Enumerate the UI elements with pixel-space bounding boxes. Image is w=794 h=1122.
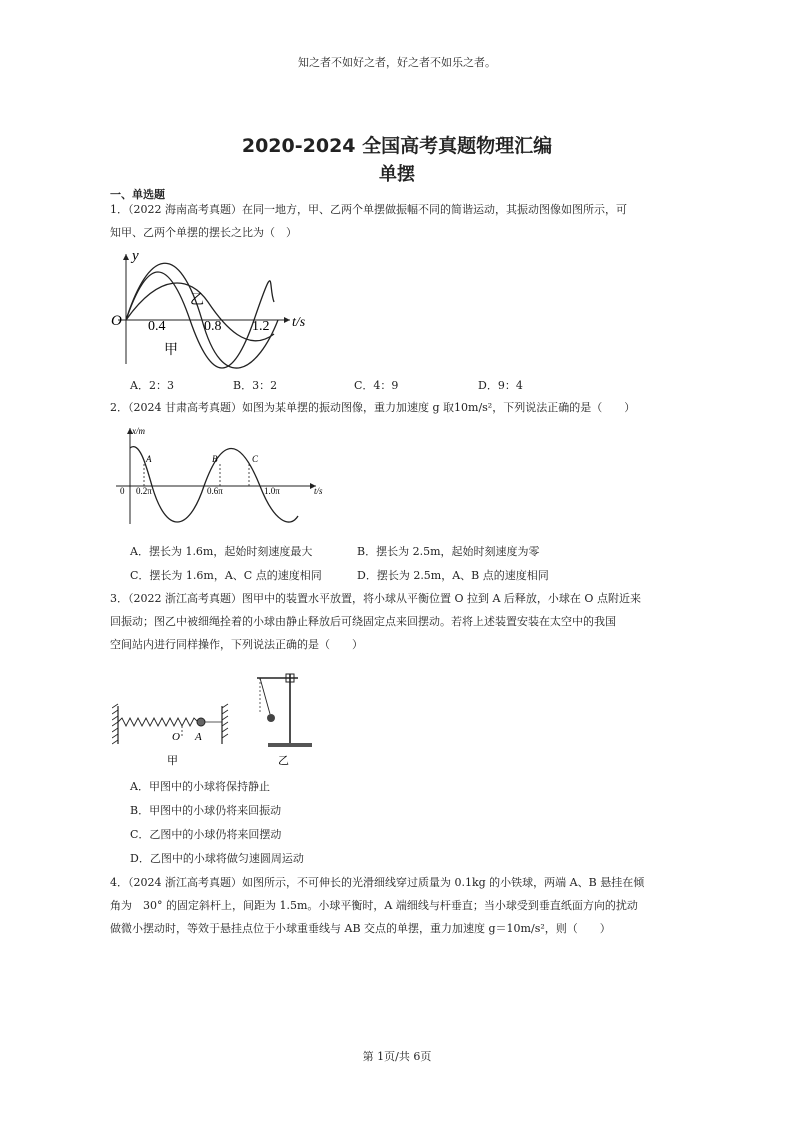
fig1-tick-2: 0.8 — [204, 319, 222, 334]
fig3-stand-base — [268, 743, 312, 747]
question-3-line-1: 3．（2022 浙江高考真题）图甲中的装置水平放置，将小球从平衡位置 O 拉到 A 后释放，小球在 O 点附近来 — [110, 592, 641, 605]
fig1-t-label: t/s — [292, 315, 306, 330]
question-3 — [110, 587, 670, 656]
q3-option-b: B．甲图中的小球仍将来回振动 — [130, 804, 282, 817]
question-2-figure — [112, 424, 338, 528]
fig3-ball-jia — [197, 718, 205, 726]
question-4-line-1: 4．（2024 浙江高考真题）如图所示，不可伸长的光滑细线穿过质量为 0.1kg 的小铁球，两端 A、B 悬挂在倾 — [110, 876, 645, 889]
fig2-tick-1: 0.2π — [136, 486, 152, 496]
fig2-origin: 0 — [120, 486, 125, 496]
fig3-string — [260, 678, 270, 714]
document-subtitle: 单摆 — [379, 164, 415, 185]
fig1-label-yi: 乙 — [190, 293, 204, 308]
question-3-line-3: 空间站内进行同样操作，下列说法正确的是（ ） — [110, 638, 363, 651]
fig3-left-hatch — [112, 704, 118, 744]
question-4-line-2: 角为 30° 的固定斜杆上，间距为 1.5m。小球平衡时，A 端细线与杆垂直；当小球受到垂直纸面方向的扰动 — [110, 899, 638, 912]
q2-option-d: D．摆长为 2.5m，A、B 点的速度相同 — [357, 569, 549, 582]
fig1-origin: O — [111, 313, 122, 329]
fig1-tick-3: 1.2 — [252, 319, 270, 334]
section-heading: 一、单选题 — [110, 188, 165, 201]
question-1 — [110, 198, 670, 244]
fig1-tick-1: 0.4 — [148, 319, 166, 334]
fig2-tick-2: 0.6π — [207, 486, 223, 496]
fig3-label-o: O — [172, 731, 180, 743]
fig1-label-jia: 甲 — [164, 343, 178, 358]
header-motto: 知之者不如好之者，好之者不如乐之者。 — [298, 56, 496, 69]
question-3-figure — [112, 664, 322, 770]
q3-option-c: C．乙图中的小球仍将来回摆动 — [130, 828, 282, 841]
q3-option-d: D．乙图中的小球将做匀速圆周运动 — [130, 852, 304, 865]
fig3-label-yi: 乙 — [278, 755, 289, 767]
question-3-line-2: 回振动；图乙中被细绳拴着的小球由静止释放后可绕固定点来回摆动。若将上述装置安装在太空中的我国 — [110, 615, 616, 628]
fig2-point-a: A — [146, 454, 152, 464]
q1-option-a: A．2：3 — [130, 379, 174, 392]
question-1-line-2: 知甲、乙两个单摆的摆长之比为（ ） — [110, 226, 297, 239]
q1-option-b: B．3：2 — [233, 379, 278, 392]
q3-option-a: A．甲图中的小球将保持静止 — [130, 780, 270, 793]
document-title: 2020-2024 全国高考真题物理汇编 — [241, 135, 553, 157]
fig2-tick-3: 1.0π — [264, 486, 280, 496]
question-1-figure — [108, 246, 318, 371]
fig2-t-label: t/s — [314, 486, 323, 496]
q1-option-c: C．4：9 — [354, 379, 399, 392]
question-4-line-3: 做微小摆动时，等效于悬挂点位于小球重垂线与 AB 交点的单摆，重力加速度 g＝10m/s²，则（ ） — [110, 922, 611, 935]
q2-option-c: C．摆长为 1.6m，A、C 点的速度相同 — [130, 569, 322, 582]
fig2-point-b: B — [212, 454, 218, 464]
question-1-line-1: 1．（2022 海南高考真题）在同一地方，甲、乙两个单摆做振幅不同的简谐运动，其振动图像如图所示，可 — [110, 203, 627, 216]
fig3-ball-yi — [267, 714, 275, 722]
fig3-label-jia: 甲 — [167, 755, 178, 767]
q2-option-b: B．摆长为 2.5m，起始时刻速度为零 — [357, 545, 540, 558]
q2-option-a: A．摆长为 1.6m，起始时刻速度最大 — [130, 545, 313, 558]
fig3-label-a: A — [195, 731, 202, 743]
fig3-spring — [118, 718, 198, 726]
fig3-right-hatch — [222, 704, 228, 738]
fig2-y-label: x/m — [132, 426, 145, 436]
fig1-y-label: y — [132, 248, 139, 264]
question-2-line-1: 2．（2024 甘肃高考真题）如图为某单摆的振动图像，重力加速度 g 取10m/s²，下列说法正确的是（ ） — [110, 401, 636, 414]
page-footer: 第 1页/共 6页 — [362, 1050, 432, 1063]
q1-option-d: D．9：4 — [478, 379, 523, 392]
fig2-point-c: C — [252, 454, 259, 464]
question-4 — [110, 871, 670, 940]
